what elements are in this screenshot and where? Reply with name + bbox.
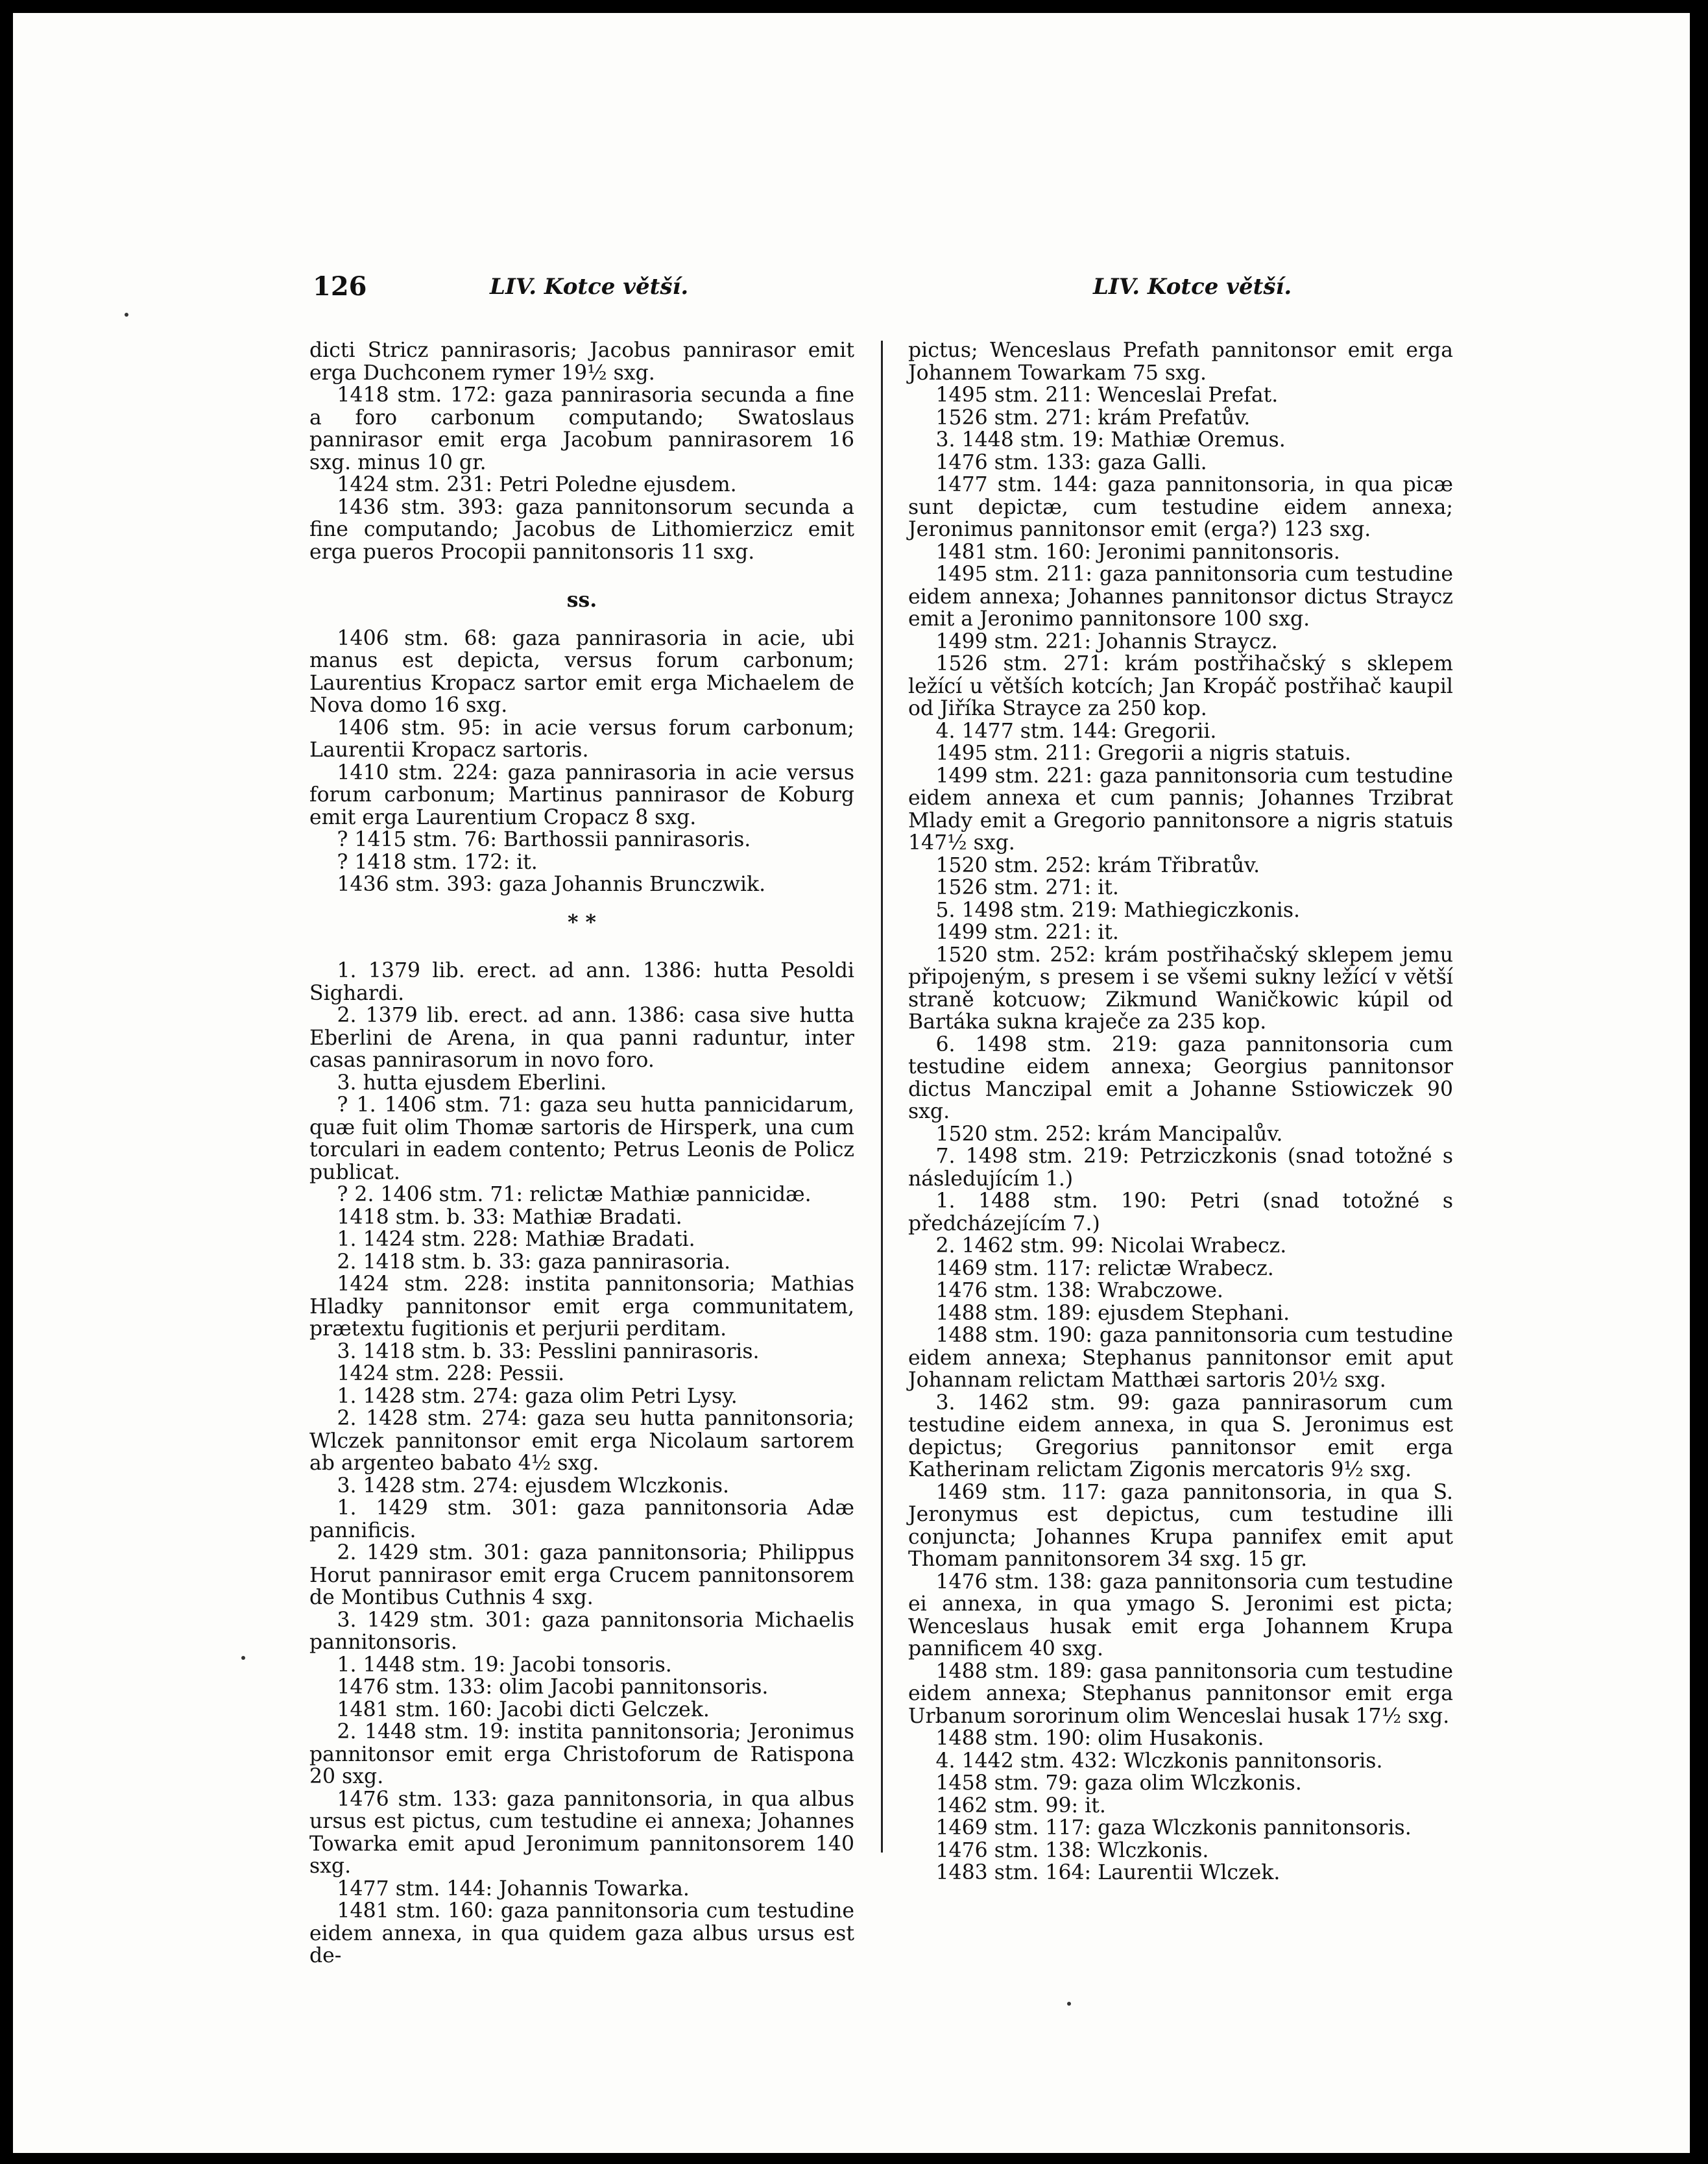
paragraph: 2. 1429 stm. 301: gaza pannitonsoria; Philippus Horut pannirasor emit erga Crucem pannitonsorem de Montibus Cuthnis 4 sxg. [309, 1541, 854, 1609]
speck-mark [1067, 2002, 1071, 2006]
paragraph: 1488 stm. 189: ejusdem Stephani. [935, 1301, 1290, 1325]
paragraph: 7. 1498 stm. 219: Petrziczkonis (snad totožné s následujícím 1.) [908, 1145, 1453, 1191]
running-head-right: LIV. Kotce větší. [1093, 274, 1292, 300]
paragraph: 1488 stm. 190: gaza pannitonsoria cum testudine eidem annexa; Stephanus pannitonsor emit aput Johannam relictam Matthæi sartoris 20½ sxg. [908, 1324, 1453, 1392]
paragraph: dicti Stricz pannirasoris; Jacobus pannirasor emit erga Duchconem rymer 19½ sxg. [309, 339, 854, 385]
paragraph: 2. 1379 lib. erect. ad ann. 1386: casa sive hutta Eberlini de Arena, in qua panni raduntur, inter casas pannirasorum in novo foro. [309, 1004, 854, 1072]
paragraph: ? 1. 1406 stm. 71: gaza seu hutta pannicidarum, quæ fuit olim Thomæ sartoris de Hirsperk, una cum torculari in eadem contento; Petrus Leonis de Policz publicat. [309, 1093, 854, 1184]
paragraph: 1499 stm. 221: it. [935, 921, 1119, 944]
running-head-left: LIV. Kotce větší. [490, 274, 689, 300]
paragraph: 1458 stm. 79: gaza olim Wlczkonis. [935, 1771, 1302, 1795]
book-page [13, 13, 1690, 2153]
paragraph: 1499 stm. 221: gaza pannitonsoria cum testudine eidem annexa et cum pannis; Johannes Trzibrat Mlady emit a Gregorio pannitonsore a nigris statuis 147½ sxg. [908, 764, 1453, 855]
paragraph: 1418 stm. b. 33: Mathiæ Bradati. [337, 1205, 682, 1229]
paragraph: 1476 stm. 138: gaza pannitonsoria cum testudine ei annexa, in qua ymago S. Jeronimi est picta; Wenceslaus husak emit erga Johannem Krupa pannificem 40 sxg. [908, 1570, 1453, 1660]
paragraph: 1. 1379 lib. erect. ad ann. 1386: hutta Pesoldi Sighardi. [309, 959, 854, 1005]
paragraph: 1481 stm. 160: gaza pannitonsoria cum testudine eidem annexa, in qua quidem gaza albus ursus est de- [309, 1899, 854, 1967]
paragraph: 1424 stm. 228: instita pannitonsoria; Mathias Hladky pannitonsor emit erga communitatem, prætextu fugitionis et perjurii perditam. [309, 1272, 854, 1341]
paragraph: 1. 1429 stm. 301: gaza pannitonsoria Adæ pannificis. [309, 1496, 854, 1542]
page-number: 126 [313, 271, 367, 302]
paragraph: 1. 1488 stm. 190: Petri (snad totožné s předcházejícím 7.) [908, 1189, 1453, 1235]
paragraph: 3. hutta ejusdem Eberlini. [337, 1071, 607, 1095]
paragraph: 1477 stm. 144: gaza pannitonsoria, in qua picæ sunt depictæ, cum testudine eidem annexa; Jeronimus pannitonsor emit (erga?) 123 sxg. [908, 473, 1453, 541]
paragraph: 1469 stm. 117: gaza Wlczkonis pannitonsoris. [935, 1816, 1412, 1840]
paragraph: 1476 stm. 133: olim Jacobi pannitonsoris. [337, 1675, 769, 1699]
paragraph: 2. 1418 stm. b. 33: gaza pannirasoria. [337, 1250, 731, 1274]
speck-mark [125, 313, 128, 317]
paragraph: 1436 stm. 393: gaza pannitonsorum secunda a fine computando; Jacobus de Lithomierzicz emit erga pueros Procopii pannitonsoris 11 sxg. [309, 495, 854, 564]
paragraph: 1495 stm. 211: Gregorii a nigris statuis. [935, 742, 1351, 765]
paragraph: 1406 stm. 68: gaza pannirasoria in acie, ubi manus est depicta, versus forum carbonum; Laurentius Kropacz sartor emit erga Michaelem de Nova domo 16 sxg. [309, 626, 854, 717]
right-column [908, 339, 1453, 1884]
paragraph: 1436 stm. 393: gaza Johannis Brunczwik. [337, 873, 766, 896]
paragraph: 1476 stm. 133: gaza Galli. [935, 450, 1207, 474]
section-marker: ss. [566, 588, 597, 612]
left-column [309, 339, 854, 1967]
paragraph: 2. 1428 stm. 274: gaza seu hutta pannitonsoria; Wlczek pannitonsor emit erga Nicolaum sartorem ab argenteo babato 4½ sxg. [309, 1407, 854, 1475]
paragraph: 1. 1424 stm. 228: Mathiæ Bradati. [337, 1228, 695, 1251]
column-divider [881, 341, 883, 1853]
asterisk-separator: * * [568, 910, 596, 934]
paragraph: 1410 stm. 224: gaza pannirasoria in acie versus forum carbonum; Martinus pannirasor de Koburg emit erga Laurentium Cropacz 8 sxg. [309, 760, 854, 829]
paragraph: 1. 1448 stm. 19: Jacobi tonsoris. [337, 1653, 672, 1677]
paragraph: ? 1415 stm. 76: Barthossii pannirasoris. [337, 828, 751, 851]
paragraph: 1495 stm. 211: Wenceslai Prefat. [935, 383, 1279, 407]
paragraph: 1520 stm. 252: krám postřihačský sklepem jemu připojeným, s presem i se všemi sukny ležící v větší straně kotcuow; Zikmund Waničkowic kúpil od Bartáka sukna kraječe za 235 kop. [908, 943, 1453, 1034]
paragraph: 1481 stm. 160: Jeronimi pannitonsoris. [935, 540, 1340, 564]
paragraph: 1424 stm. 228: Pessii. [337, 1362, 565, 1385]
paragraph: 1488 stm. 190: olim Husakonis. [935, 1727, 1264, 1750]
paragraph: pictus; Wenceslaus Prefath pannitonsor emit erga Johannem Towarkam 75 sxg. [908, 339, 1453, 385]
paragraph: 3. 1428 stm. 274: ejusdem Wlczkonis. [337, 1474, 730, 1498]
paragraph: 4. 1477 stm. 144: Gregorii. [935, 719, 1217, 743]
paragraph: 3. 1429 stm. 301: gaza pannitonsoria Michaelis pannitonsoris. [309, 1608, 854, 1654]
paragraph: ? 1418 stm. 172: it. [337, 850, 538, 874]
speck-mark [241, 1656, 245, 1660]
paragraph: 1499 stm. 221: Johannis Straycz. [935, 629, 1278, 653]
paragraph: 6. 1498 stm. 219: gaza pannitonsoria cum testudine eidem annexa; Georgius pannitonsor dictus Manczipal emit a Johanne Sstiowiczek 90 sxg. [908, 1032, 1453, 1123]
paragraph: 3. 1462 stm. 99: gaza pannirasorum cum testudine eidem annexa, in qua S. Jeronimus est depictus; Gregorius pannitonsor emit erga Katherinam relictam Zigonis mercatoris 9½ sxg. [908, 1391, 1453, 1481]
paragraph: ? 2. 1406 stm. 71: relictæ Mathiæ pannicidæ. [337, 1183, 812, 1206]
paragraph: 1481 stm. 160: Jacobi dicti Gelczek. [337, 1697, 710, 1721]
page-header [13, 271, 1690, 310]
paragraph: 1424 stm. 231: Petri Poledne ejusdem. [337, 473, 737, 496]
paragraph: 1526 stm. 271: it. [935, 876, 1119, 899]
paragraph: 4. 1442 stm. 432: Wlczkonis pannitonsoris. [935, 1749, 1383, 1773]
paragraph: 1495 stm. 211: gaza pannitonsoria cum testudine eidem annexa; Johannes pannitonsor dictus Straycz emit a Jeronimo pannitonsore 100 sxg. [908, 563, 1453, 631]
paragraph: 1526 stm. 271: krám postřihačský s sklepem ležící u větších kotcích; Jan Kropáč postřihač kaupil od Jiříka Strayce za 250 kop. [908, 652, 1453, 720]
paragraph: 1476 stm. 138: Wlczkonis. [935, 1838, 1209, 1862]
paragraph: 1469 stm. 117: relictæ Wrabecz. [935, 1256, 1274, 1280]
paragraph: 1477 stm. 144: Johannis Towarka. [337, 1877, 690, 1901]
paragraph: 1406 stm. 95: in acie versus forum carbonum; Laurentii Kropacz sartoris. [309, 716, 854, 762]
paragraph: 1418 stm. 172: gaza pannirasoria secunda a fine a foro carbonum computando; Swatoslaus pannirasor emit erga Jacobum pannirasorem 16 sxg. minus 10 gr. [309, 383, 854, 474]
paragraph: 1520 stm. 252: krám Třibratův. [935, 853, 1260, 877]
paragraph: 5. 1498 stm. 219: Mathiegiczkonis. [935, 898, 1300, 922]
paragraph: 1469 stm. 117: gaza pannitonsoria, in qua S. Jeronymus est depictus, cum testudine illi conjuncta; Johannes Krupa pannifex emit aput Thomam pannitonsorem 34 sxg. 15 gr. [908, 1480, 1453, 1571]
paragraph: 1462 stm. 99: it. [935, 1793, 1106, 1818]
paragraph: 1476 stm. 133: gaza pannitonsoria, in qua albus ursus est pictus, cum testudine ei annexa; Johannes Towarka emit apud Jeronimum pannitonsorem 140 sxg. [309, 1787, 854, 1878]
paragraph: 2. 1448 stm. 19: instita pannitonsoria; Jeronimus pannitonsor emit erga Christoforum de Ratispona 20 sxg. [309, 1720, 854, 1788]
paragraph: 3. 1418 stm. b. 33: Pesslini pannirasoris. [337, 1339, 760, 1363]
paragraph: 1488 stm. 189: gasa pannitonsoria cum testudine eidem annexa; Stephanus pannitonsor emit erga Urbanum sororinum olim Wenceslai husak 17½ sxg. [908, 1659, 1453, 1728]
paragraph: 1483 stm. 164: Laurentii Wlczek. [935, 1861, 1281, 1884]
paragraph: 1520 stm. 252: krám Mancipalův. [935, 1122, 1283, 1146]
paragraph: 2. 1462 stm. 99: Nicolai Wrabecz. [935, 1234, 1287, 1258]
paragraph: 1526 stm. 271: krám Prefatův. [935, 406, 1251, 430]
paragraph: 3. 1448 stm. 19: Mathiæ Oremus. [935, 428, 1286, 452]
paragraph: 1. 1428 stm. 274: gaza olim Petri Lysy. [337, 1384, 738, 1408]
paragraph: 1476 stm. 138: Wrabczowe. [935, 1279, 1223, 1302]
